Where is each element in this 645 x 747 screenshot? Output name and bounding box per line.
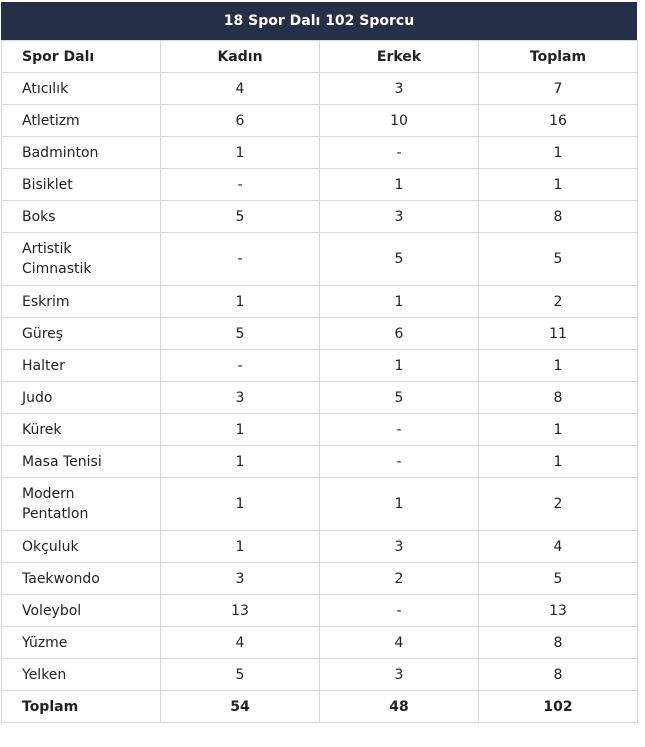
- cell-sport: Bisiklet: [2, 169, 161, 201]
- cell-women: 4: [161, 627, 320, 659]
- cell-men: 3: [320, 659, 479, 691]
- cell-sport: Yelken: [2, 659, 161, 691]
- cell-men: 10: [320, 105, 479, 137]
- cell-total: 8: [479, 659, 638, 691]
- cell-men: 3: [320, 73, 479, 105]
- table-row: [2, 659, 638, 691]
- sports-table-container: [1, 2, 637, 723]
- table-row: [2, 446, 638, 478]
- cell-total: 1: [479, 446, 638, 478]
- cell-women: 1: [161, 137, 320, 169]
- cell-total: 4: [479, 531, 638, 563]
- cell-women: 1: [161, 478, 320, 531]
- header-women: Kadın: [161, 41, 320, 73]
- cell-total: 8: [479, 201, 638, 233]
- table-row: [2, 627, 638, 659]
- cell-sport: Judo: [2, 382, 161, 414]
- cell-sport: Badminton: [2, 137, 161, 169]
- cell-women: 13: [161, 595, 320, 627]
- cell-women: 5: [161, 318, 320, 350]
- cell-total: 1: [479, 414, 638, 446]
- cell-women: 3: [161, 563, 320, 595]
- header-sport: Spor Dalı: [2, 41, 161, 73]
- cell-men: -: [320, 595, 479, 627]
- cell-sport: Masa Tenisi: [2, 446, 161, 478]
- cell-men: -: [320, 414, 479, 446]
- cell-total: 1: [479, 350, 638, 382]
- cell-women: -: [161, 350, 320, 382]
- cell-women: 3: [161, 382, 320, 414]
- table-row: [2, 531, 638, 563]
- cell-men: 1: [320, 286, 479, 318]
- table-row: [2, 105, 638, 137]
- cell-total: 5: [479, 563, 638, 595]
- cell-sport: Güreş: [2, 318, 161, 350]
- cell-women: -: [161, 169, 320, 201]
- cell-sport: Voleybol: [2, 595, 161, 627]
- cell-women: -: [161, 233, 320, 286]
- cell-total: 8: [479, 382, 638, 414]
- cell-total: 2: [479, 478, 638, 531]
- cell-men: -: [320, 137, 479, 169]
- cell-sport: Atıcılık: [2, 73, 161, 105]
- table-row: [2, 563, 638, 595]
- cell-men: 1: [320, 478, 479, 531]
- table-row: [2, 137, 638, 169]
- cell-total: 2: [479, 286, 638, 318]
- cell-total: 1: [479, 169, 638, 201]
- cell-men: 5: [320, 382, 479, 414]
- cell-total: 16: [479, 105, 638, 137]
- cell-men: 2: [320, 563, 479, 595]
- table-row: [2, 286, 638, 318]
- cell-men: 3: [320, 531, 479, 563]
- cell-sport: Taekwondo: [2, 563, 161, 595]
- totals-women: 54: [161, 691, 320, 723]
- cell-men: 6: [320, 318, 479, 350]
- cell-sport: Artistik Cimnastik: [2, 233, 161, 286]
- cell-men: 1: [320, 169, 479, 201]
- table-row: [2, 478, 638, 531]
- cell-total: 8: [479, 627, 638, 659]
- cell-women: 4: [161, 73, 320, 105]
- cell-sport: Okçuluk: [2, 531, 161, 563]
- header-row: [2, 41, 638, 73]
- cell-sport: Eskrim: [2, 286, 161, 318]
- table-row: [2, 201, 638, 233]
- header-men: Erkek: [320, 41, 479, 73]
- table-row: [2, 595, 638, 627]
- cell-women: 6: [161, 105, 320, 137]
- header-total: Toplam: [479, 41, 638, 73]
- table-row: [2, 414, 638, 446]
- cell-total: 11: [479, 318, 638, 350]
- cell-women: 1: [161, 446, 320, 478]
- cell-women: 1: [161, 286, 320, 318]
- table-row: [2, 169, 638, 201]
- cell-women: 5: [161, 201, 320, 233]
- table-row: [2, 233, 638, 286]
- cell-total: 1: [479, 137, 638, 169]
- cell-total: 7: [479, 73, 638, 105]
- cell-women: 1: [161, 414, 320, 446]
- totals-label: Toplam: [2, 691, 161, 723]
- cell-men: -: [320, 446, 479, 478]
- cell-men: 5: [320, 233, 479, 286]
- totals-total: 102: [479, 691, 638, 723]
- cell-sport: Kürek: [2, 414, 161, 446]
- table-title: 18 Spor Dalı 102 Sporcu: [1, 2, 637, 40]
- sports-table: [1, 40, 638, 723]
- table-row: [2, 318, 638, 350]
- table-row: [2, 73, 638, 105]
- cell-women: 1: [161, 531, 320, 563]
- cell-sport: Halter: [2, 350, 161, 382]
- cell-men: 4: [320, 627, 479, 659]
- cell-total: 5: [479, 233, 638, 286]
- totals-men: 48: [320, 691, 479, 723]
- cell-women: 5: [161, 659, 320, 691]
- totals-row: [2, 691, 638, 723]
- cell-sport: Yüzme: [2, 627, 161, 659]
- cell-total: 13: [479, 595, 638, 627]
- cell-sport: Modern Pentatlon: [2, 478, 161, 531]
- table-row: [2, 350, 638, 382]
- cell-sport: Boks: [2, 201, 161, 233]
- table-row: [2, 382, 638, 414]
- cell-men: 1: [320, 350, 479, 382]
- cell-sport: Atletizm: [2, 105, 161, 137]
- cell-men: 3: [320, 201, 479, 233]
